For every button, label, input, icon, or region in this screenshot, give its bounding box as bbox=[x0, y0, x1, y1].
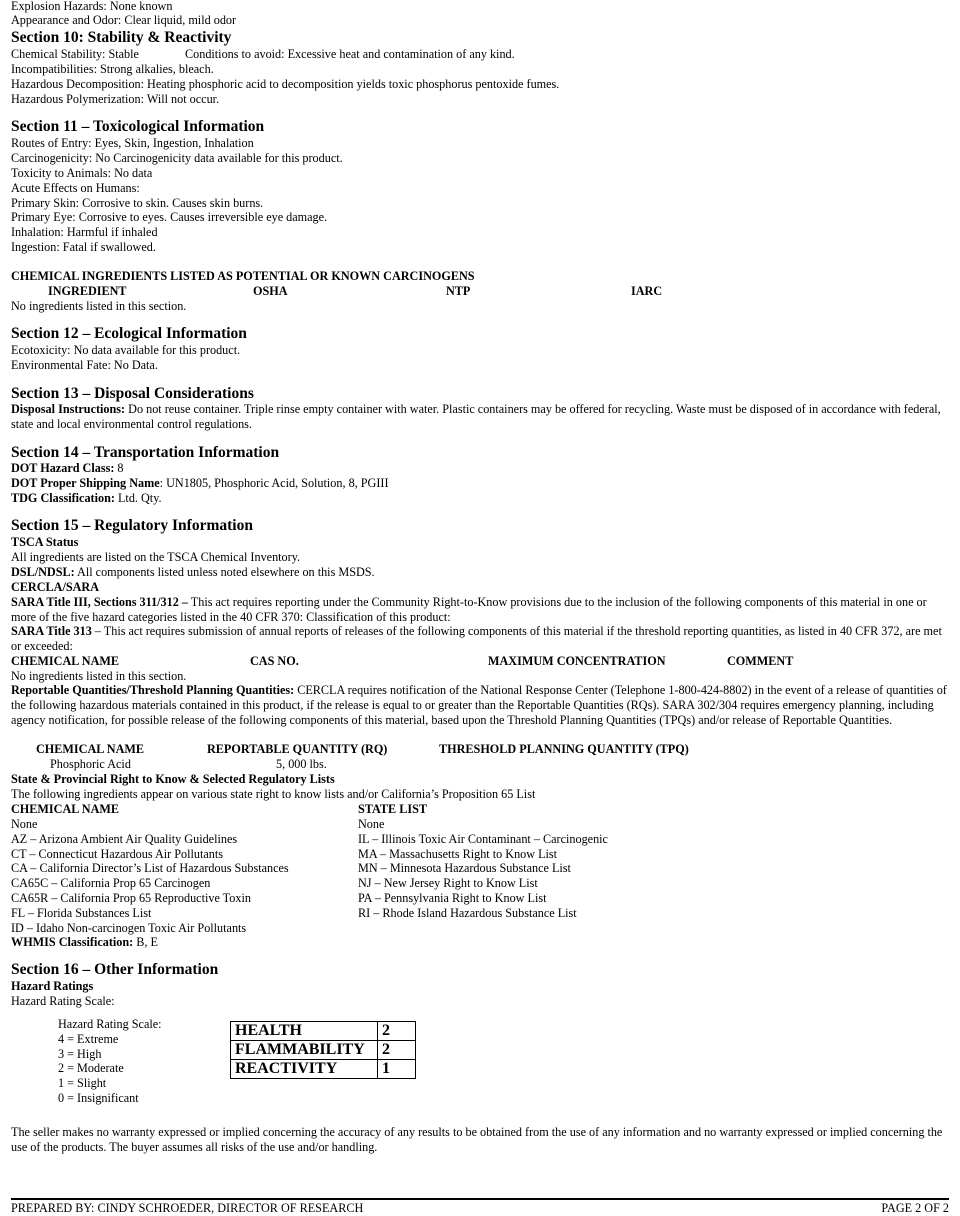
disclaimer: The seller makes no warranty expressed or implied concerning the accuracy of any results to be obtained from the use of any information and no warranty expressed or implied concerning the use of the products. The buyer assumes all risks of the use and/or handling. bbox=[11, 1125, 943, 1154]
chemical-stability: Chemical Stability: Stable bbox=[11, 47, 139, 61]
col-iarc: IARC bbox=[631, 284, 663, 298]
dot-hazard-class bbox=[11, 461, 124, 476]
state-col-list: STATE LIST bbox=[358, 802, 427, 816]
environmental-fate: Environmental Fate: No Data. bbox=[11, 358, 158, 372]
whmis-label: WHMIS Classification: bbox=[11, 935, 134, 949]
rq-value: 5, 000 lbs. bbox=[276, 757, 327, 771]
state-row-chemical: CA65R – California Prop 65 Reproductive Toxin bbox=[11, 890, 251, 905]
sara-311-label: SARA Title III, Sections 311/312 – bbox=[11, 595, 188, 609]
state-row-list: PA – Pennsylvania Right to Know List bbox=[358, 890, 547, 905]
sara-313-none: No ingredients listed in this section. bbox=[11, 669, 187, 683]
tdg-classification bbox=[11, 491, 162, 506]
state-row-chemical: CA – California Director’s List of Hazardous Substances bbox=[11, 861, 289, 876]
rating-name: REACTIVITY bbox=[231, 1060, 378, 1079]
appearance-odor: Appearance and Odor: Clear liquid, mild odor bbox=[11, 13, 237, 27]
rq-col-threshold: THRESHOLD PLANNING QUANTITY (TPQ) bbox=[439, 742, 689, 756]
rating-name: HEALTH bbox=[231, 1022, 378, 1041]
tsca-text: All ingredients are listed on the TSCA Chemical Inventory. bbox=[11, 550, 301, 564]
scale-line: 2 = Moderate bbox=[58, 1061, 124, 1076]
rating-name: FLAMMABILITY bbox=[231, 1041, 378, 1060]
state-list-header bbox=[11, 802, 947, 817]
col-ingredient: INGREDIENT bbox=[48, 284, 127, 298]
col-cas-no: CAS NO. bbox=[250, 654, 299, 668]
primary-skin: Primary Skin: Corrosive to skin. Causes skin burns. bbox=[11, 196, 264, 210]
rq-col-chemical-name: CHEMICAL NAME bbox=[36, 742, 144, 756]
state-row bbox=[11, 861, 947, 876]
section-16-title: Section 16 – Other Information bbox=[11, 961, 219, 978]
rating-value: 2 bbox=[378, 1041, 416, 1060]
state-row bbox=[11, 891, 947, 906]
col-ntp: NTP bbox=[446, 284, 471, 298]
carcinogens-title: CHEMICAL INGREDIENTS LISTED AS POTENTIAL OR KNOWN CARCINOGENS bbox=[11, 269, 475, 283]
rating-value: 2 bbox=[378, 1022, 416, 1041]
scale-line: Hazard Rating Scale: bbox=[58, 1017, 162, 1031]
state-row bbox=[11, 921, 947, 936]
scale-line: 4 = Extreme bbox=[58, 1031, 119, 1046]
state-lists-text: The following ingredients appear on various state right to know lists and/or California’s Proposition 65 List bbox=[11, 787, 536, 801]
reportable-quantities bbox=[11, 683, 947, 727]
state-row-chemical: AZ – Arizona Ambient Air Quality Guidelines bbox=[11, 831, 238, 846]
rq-label: Reportable Quantities/Threshold Planning Quantities: bbox=[11, 683, 295, 697]
dot-shipping-name bbox=[11, 476, 389, 491]
state-row-list: MA – Massachusetts Right to Know List bbox=[358, 846, 558, 861]
rq-col-reportable-quantity: REPORTABLE QUANTITY (RQ) bbox=[207, 742, 388, 756]
disposal-label: Disposal Instructions: bbox=[11, 402, 126, 416]
hazard-rating-scale-label: Hazard Rating Scale: bbox=[11, 994, 115, 1008]
hazardous-decomposition: Hazardous Decomposition: Heating phosphoric acid to decomposition yields toxic phosphorus pentoxide fumes. bbox=[11, 77, 560, 91]
incompatibilities: Incompatibilities: Strong alkalies, bleach. bbox=[11, 62, 214, 76]
whmis-classification bbox=[11, 935, 158, 950]
conditions-to-avoid: Conditions to avoid: Excessive heat and contamination of any kind. bbox=[185, 47, 515, 61]
sara-311-312 bbox=[11, 595, 947, 625]
rating-row-health bbox=[231, 1022, 416, 1041]
hazard-scale-legend bbox=[58, 1017, 162, 1106]
whmis-value: B, E bbox=[133, 935, 158, 949]
state-row-chemical: CA65C – California Prop 65 Carcinogen bbox=[11, 876, 211, 891]
state-row-list: IL – Illinois Toxic Air Contaminant – Carcinogenic bbox=[358, 831, 608, 846]
toxicity-to-animals: Toxicity to Animals: No data bbox=[11, 166, 153, 180]
sara-313-text: – This act requires submission of annual reports of releases of the following components of this material if the threshold reporting quantities, as listed in 40 CFR 372, are met or exceeded: bbox=[11, 624, 942, 653]
col-osha: OSHA bbox=[253, 284, 288, 298]
state-col-chemical: CHEMICAL NAME bbox=[11, 802, 119, 816]
rating-row-flammability bbox=[231, 1041, 416, 1060]
rq-header bbox=[11, 742, 947, 757]
dot-hazard-class-label: DOT Hazard Class: bbox=[11, 461, 115, 475]
dot-hazard-class-value: 8 bbox=[114, 461, 124, 475]
sara-313 bbox=[11, 624, 947, 654]
scale-line: 0 = Insignificant bbox=[58, 1090, 139, 1105]
ingestion: Ingestion: Fatal if swallowed. bbox=[11, 240, 156, 254]
rating-row-reactivity bbox=[231, 1060, 416, 1079]
disposal-text: Do not reuse container. Triple rinse empty container with water. Plastic containers may be offered for recycling. Waste must be disposed of in accordance with federal, state and local environmental control regulations. bbox=[11, 402, 941, 431]
sara-311-text: This act requires reporting under the Community Right-to-Know provisions due to the inclusion of the following components of this material in one or more of the five hazard categories listed in the 40 CFR 370: Classification of this product: bbox=[11, 595, 927, 624]
cercla-sara-heading: CERCLA/SARA bbox=[11, 580, 100, 594]
stability-row bbox=[11, 47, 947, 62]
carcinogens-none: No ingredients listed in this section. bbox=[11, 299, 187, 313]
state-row-list: NJ – New Jersey Right to Know List bbox=[358, 876, 538, 891]
carcinogenicity: Carcinogenicity: No Carcinogenicity data available for this product. bbox=[11, 151, 343, 165]
scale-line: 3 = High bbox=[58, 1046, 102, 1061]
tdg-label: TDG Classification: bbox=[11, 491, 115, 505]
state-lists-heading: State & Provincial Right to Know & Selected Regulatory Lists bbox=[11, 772, 335, 786]
state-row-chemical: None bbox=[11, 817, 38, 831]
state-row-chemical: FL – Florida Substances List bbox=[11, 905, 152, 920]
state-row bbox=[11, 876, 947, 891]
dsl-ndsl bbox=[11, 565, 375, 580]
hazard-ratings-heading: Hazard Ratings bbox=[11, 979, 94, 993]
dsl-label: DSL/NDSL: bbox=[11, 565, 75, 579]
scale-line: 1 = Slight bbox=[58, 1076, 107, 1091]
rq-text: CERCLA requires notification of the National Response Center (Telephone 1-800-424-8802) in the event of a release of quantities of the following hazardous materials contained in this product, if the release is equal to or greater than the Reportable Quantities (RQs). SARA 302/304 requires emergency planning, including agency notification, for possible release of the following components of this material, based upon the Threshold Planning Quantities (TPQs) and/or release of Reportable Quantities. bbox=[11, 683, 947, 727]
section-15-title: Section 15 – Regulatory Information bbox=[11, 517, 253, 534]
section-14-title: Section 14 – Transportation Information bbox=[11, 444, 280, 461]
inhalation: Inhalation: Harmful if inhaled bbox=[11, 225, 158, 239]
explosion-hazards: Explosion Hazards: None known bbox=[11, 0, 173, 13]
tsca-status-heading: TSCA Status bbox=[11, 535, 79, 549]
section-10-title: Section 10: Stability & Reactivity bbox=[11, 29, 232, 46]
rq-row bbox=[11, 757, 947, 772]
rq-chemical: Phosphoric Acid bbox=[50, 757, 131, 771]
state-row bbox=[11, 847, 947, 862]
disposal-instructions bbox=[11, 402, 947, 432]
sara-313-header bbox=[11, 654, 947, 669]
ecotoxicity: Ecotoxicity: No data available for this product. bbox=[11, 343, 241, 357]
state-row bbox=[11, 832, 947, 847]
state-row bbox=[11, 906, 947, 921]
hazard-ratings-table bbox=[230, 1021, 416, 1079]
state-list-rows bbox=[11, 817, 947, 935]
sara-313-label: SARA Title 313 bbox=[11, 624, 92, 638]
section-11-title: Section 11 – Toxicological Information bbox=[11, 118, 265, 135]
state-row-list: MN – Minnesota Hazardous Substance List bbox=[358, 861, 571, 876]
page-number: PAGE 2 OF 2 bbox=[881, 1201, 949, 1215]
footer-divider bbox=[11, 1198, 949, 1200]
state-row-list: RI – Rhode Island Hazardous Substance List bbox=[358, 905, 577, 920]
col-comment: COMMENT bbox=[727, 654, 794, 668]
rating-value: 1 bbox=[378, 1060, 416, 1079]
state-row bbox=[11, 817, 947, 832]
routes-of-entry: Routes of Entry: Eyes, Skin, Ingestion, Inhalation bbox=[11, 136, 254, 150]
section-12-title: Section 12 – Ecological Information bbox=[11, 325, 247, 342]
hazardous-polymerization: Hazardous Polymerization: Will not occur. bbox=[11, 92, 220, 106]
col-max-concentration: MAXIMUM CONCENTRATION bbox=[488, 654, 666, 668]
tdg-value: Ltd. Qty. bbox=[114, 491, 162, 505]
dot-shipping-value: : UN1805, Phosphoric Acid, Solution, 8, PGIII bbox=[159, 476, 389, 490]
primary-eye: Primary Eye: Corrosive to eyes. Causes irreversible eye damage. bbox=[11, 210, 328, 224]
page-footer bbox=[11, 1201, 949, 1216]
state-row-chemical: CT – Connecticut Hazardous Air Pollutants bbox=[11, 846, 224, 861]
section-13-title: Section 13 – Disposal Considerations bbox=[11, 385, 254, 402]
carcinogens-header bbox=[11, 284, 947, 299]
state-row-chemical: ID – Idaho Non-carcinogen Toxic Air Pollutants bbox=[11, 920, 247, 935]
acute-effects: Acute Effects on Humans: bbox=[11, 181, 140, 195]
state-row-list: None bbox=[358, 817, 385, 831]
prepared-by: PREPARED BY: CINDY SCHROEDER, DIRECTOR OF RESEARCH bbox=[11, 1201, 364, 1215]
col-chemical-name: CHEMICAL NAME bbox=[11, 654, 119, 668]
dot-shipping-label: DOT Proper Shipping Name bbox=[11, 476, 160, 490]
dsl-text: All components listed unless noted elsewhere on this MSDS. bbox=[74, 565, 375, 579]
